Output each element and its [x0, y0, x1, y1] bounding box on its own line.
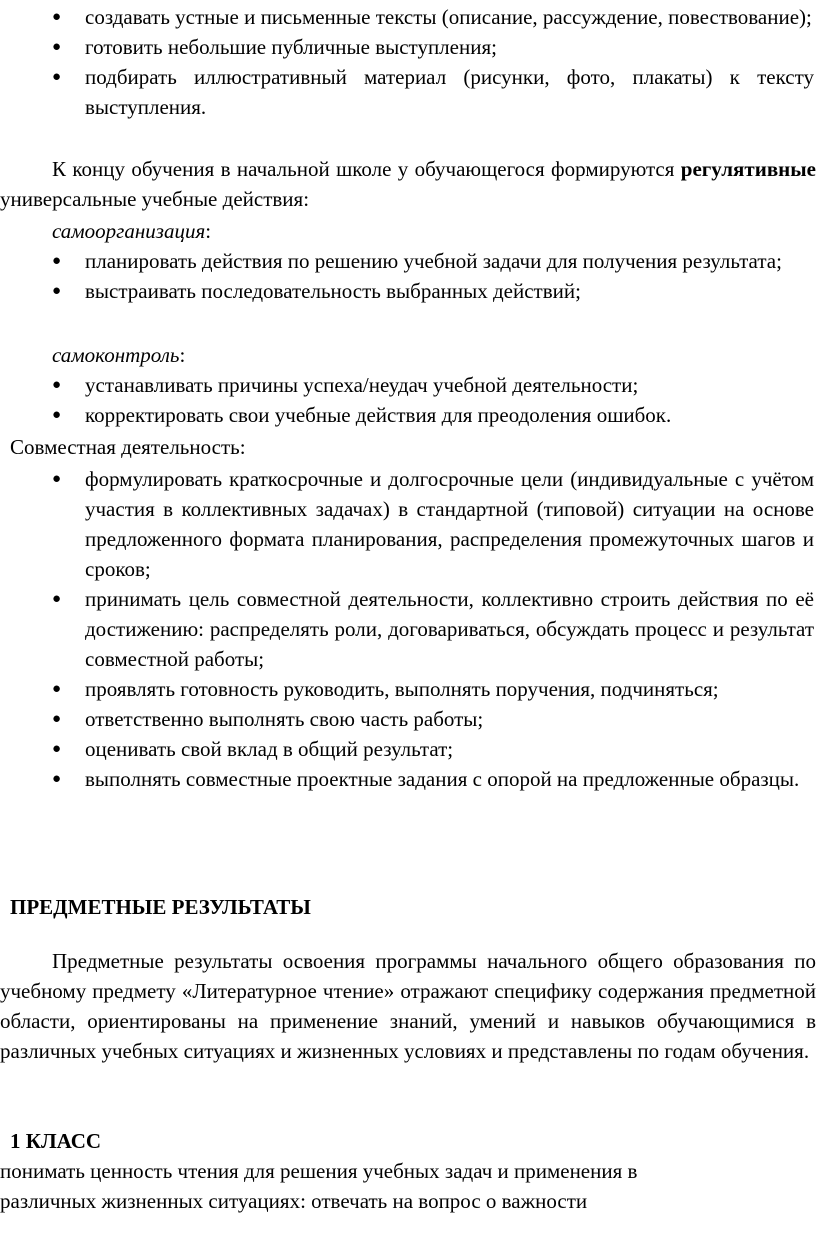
bullet-icon: ● — [52, 591, 62, 607]
list-item: ● формулировать краткосрочные и долгосрочные цели (индивидуальные с учётом участия в коллективных задачах) в стандартной (типовой) ситуации на основе предложенного формата планирования, распределения промежуточных шагов и сроков; — [0, 464, 816, 584]
list-item: ● принимать цель совместной деятельности, коллективно строить действия по её достижению: распределять роли, договариваться, обсуждать процесс и результат совместной работы; — [0, 584, 816, 674]
list-item: ● планировать действия по решению учебной задачи для получения результата; — [0, 246, 816, 276]
bullet-icon: ● — [52, 69, 62, 85]
bullet-icon: ● — [52, 471, 62, 487]
bullet-icon: ● — [52, 283, 62, 299]
bullet-icon: ● — [52, 9, 62, 25]
self-organization-list — [0, 246, 816, 306]
regulatory-intro: К концу обучения в начальной школе у обучающегося формируются регулятивные универсальные учебные действия: — [0, 157, 816, 211]
list-item: ● ответственно выполнять свою часть работы; — [0, 704, 816, 734]
list-item: ● оценивать свой вклад в общий результат; — [0, 734, 816, 764]
grade1-line: различных жизненных ситуациях: отвечать на вопрос о важности — [0, 1189, 588, 1213]
list-item: ● корректировать свои учебные действия для преодоления ошибок. — [0, 400, 816, 430]
list-item: ● подбирать иллюстративный материал (рисунки, фото, плакаты) к тексту выступления. — [0, 62, 816, 122]
list-item: ● устанавливать причины успеха/неудач учебной деятельности; — [0, 370, 816, 400]
bullet-icon: ● — [52, 377, 62, 393]
grade1-heading: 1 КЛАСС — [10, 1129, 102, 1153]
subject-results-paragraph: Предметные результаты освоения программы начального общего образования по учебному предмету «Литературное чтение» отражают специфику содержания предметной области, ориентированы на применение знаний, умений и навыков обучающимися в различных учебных ситуациях и жизненных условиях и представлены по годам обучения. — [0, 949, 816, 1063]
regulatory-term: регулятивные — [680, 157, 816, 181]
self-organization-label: самоорганизация: — [52, 219, 212, 243]
communication-list — [0, 2, 816, 122]
bullet-icon: ● — [52, 407, 62, 423]
bullet-icon: ● — [52, 39, 62, 55]
self-control-list — [0, 370, 816, 430]
list-item: ● выстраивать последовательность выбранных действий; — [0, 276, 816, 306]
joint-activity-list — [0, 464, 816, 794]
bullet-icon: ● — [52, 711, 62, 727]
subject-results-heading: ПРЕДМЕТНЫЕ РЕЗУЛЬТАТЫ — [10, 895, 311, 919]
list-item: ● готовить небольшие публичные выступления; — [0, 32, 816, 62]
bullet-icon: ● — [52, 741, 62, 757]
grade1-line: понимать ценность чтения для решения учебных задач и применения в — [0, 1159, 638, 1183]
bullet-icon: ● — [52, 771, 62, 787]
joint-activity-label: Совместная деятельность: — [10, 435, 246, 459]
bullet-icon: ● — [52, 681, 62, 697]
self-control-label: самоконтроль: — [52, 343, 186, 367]
bullet-icon: ● — [52, 253, 62, 269]
list-item: ● проявлять готовность руководить, выполнять поручения, подчиняться; — [0, 674, 816, 704]
list-item: ● создавать устные и письменные тексты (описание, рассуждение, повествование); — [0, 2, 816, 32]
list-item: ● выполнять совместные проектные задания с опорой на предложенные образцы. — [0, 764, 816, 794]
